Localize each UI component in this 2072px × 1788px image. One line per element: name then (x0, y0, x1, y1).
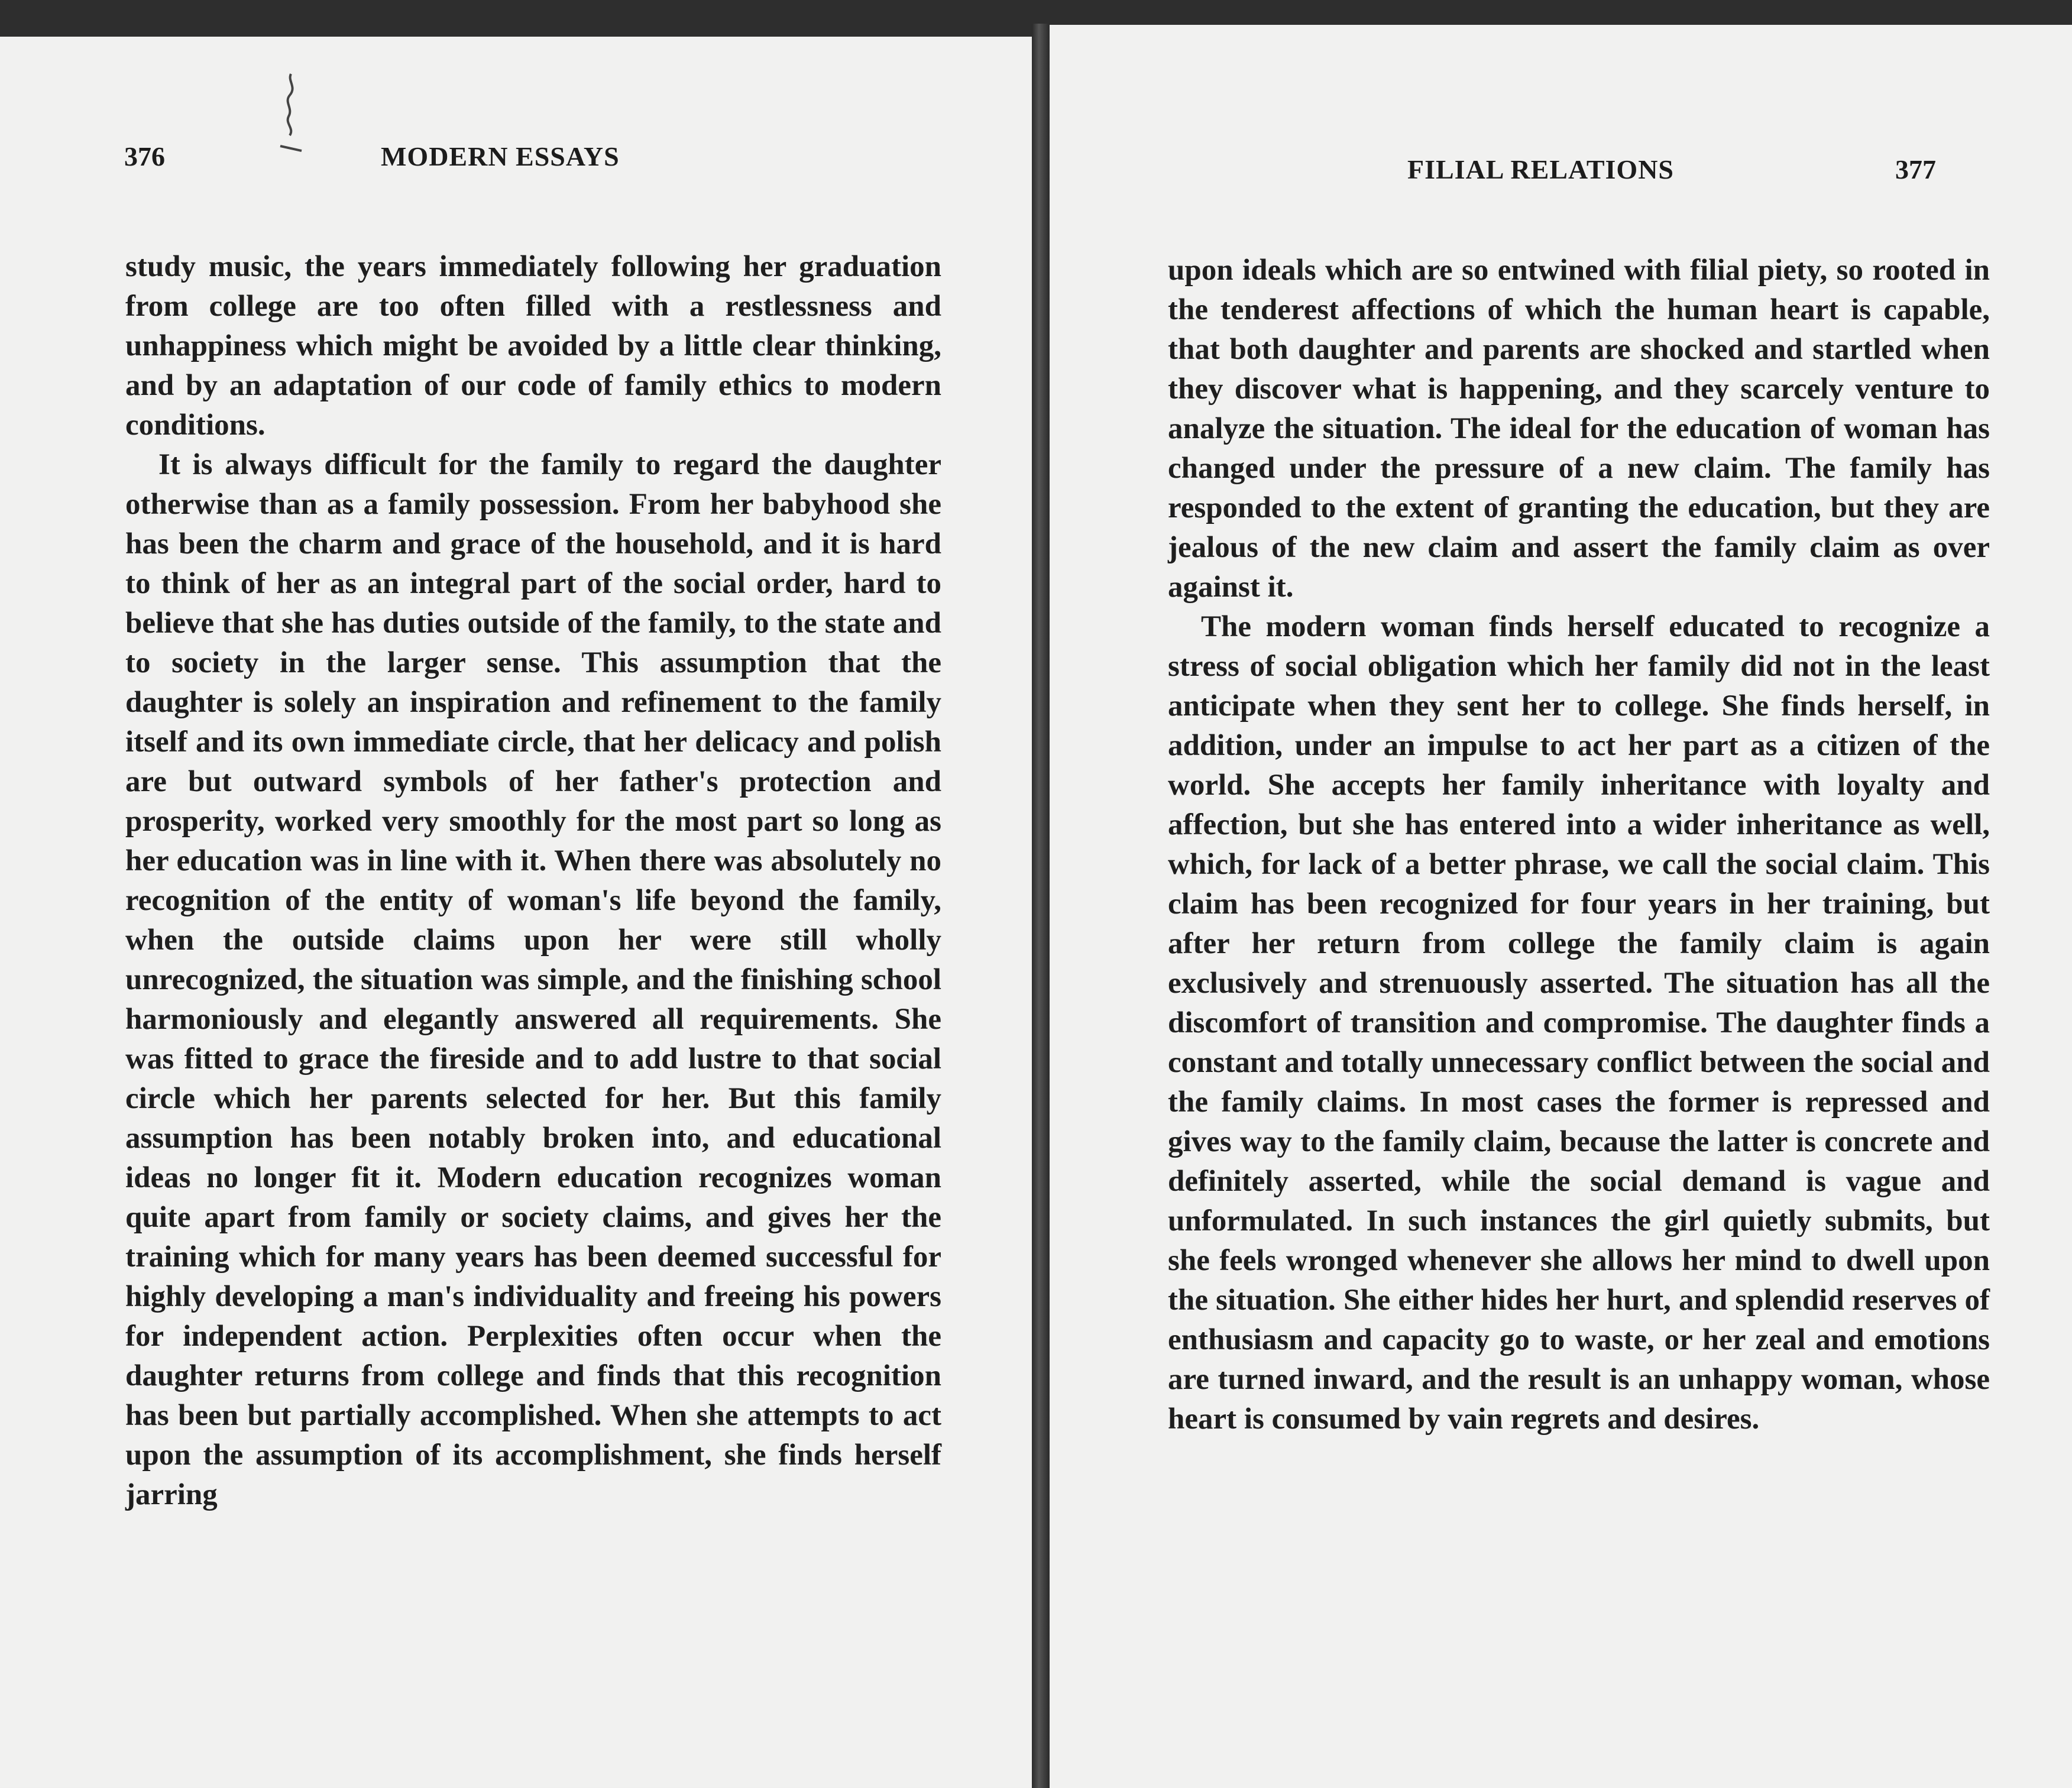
left-page-number: 376 (124, 141, 165, 171)
right-running-head: FILIAL RELATIONS (1407, 154, 1675, 184)
pencil-mark (273, 69, 306, 164)
left-paragraph-1: study music, the years immediately following her graduation from college are too often filled with a restlessness and unhappiness which might be avoided by a little clear thinking, and by an adaptation of our code of family ethics to modern conditions. (125, 250, 941, 442)
book-gutter (1032, 24, 1050, 1788)
left-page-body (125, 247, 941, 1515)
left-running-head: MODERN ESSAYS (381, 141, 620, 171)
right-paragraph-1: upon ideals which are so entwined with filial piety, so rooted in the tenderest affections of which the human heart is capable, that both daughter and parents are shocked and startled when they discover what is happening, and they scarcely venture to analyze the situation. The ideal for the education of woman has changed under the pressure of a new claim. The family has responded to the extent of granting the education, but they are jealous of the new claim and assert the family claim as over against it. (1168, 254, 1990, 604)
right-page-number: 377 (1895, 154, 1936, 184)
left-page (0, 37, 1032, 1788)
right-paragraph-2: The modern woman finds herself educated to recognize a stress of social obligation which her family did not in the least anticipate when they sent her to college. She finds herself, in addition, under an impulse to act her part as a citizen of the world. She accepts her family inheritance with loyalty and affection, but she has entered into a wider inheritance as well, which, for lack of a better phrase, we call the social claim. This claim has been recognized for four years in her training, but after her return from college the family claim is again exclusively and strenuously asserted. The situation has all the discomfort of transition and compromise. The daughter finds a constant and totally unnecessary conflict between the social and the family claims. In most cases the former is repressed and gives way to the family claim, because the latter is concrete and definitely asserted, while the social demand is vague and unformulated. In such instances the girl quietly submits, but she feels wronged whenever she allows her mind to dwell upon the situation. She either hides her hurt, and splendid reserves of enthusiasm and capacity go to waste, or her zeal and emotions are turned inward, and the result is an unhappy woman, whose heart is consumed by vain regrets and desires. (1168, 610, 1990, 1436)
right-page (1050, 25, 2072, 1788)
left-paragraph-2: It is always difficult for the family to regard the daughter otherwise than as a family possession. From her babyhood she has been the charm and grace of the household, and it is hard to think of her as an integral part of the social order, hard to believe that she has duties outside of the family, to the state and to society in the larger sense. This assumption that the daughter is solely an inspiration and refinement to the family itself and its own immediate circle, that her delicacy and polish are but outward symbols of her father's protection and prosperity, worked very smoothly for the most part so long as her education was in line with it. When there was absolutely no recognition of the entity of woman's life beyond the family, when the outside claims upon her were still wholly unrecognized, the situation was simple, and the finishing school harmoniously and elegantly answered all requirements. She was fitted to grace the fireside and to add lustre to that social circle which her parents selected for her. But this family assumption has been notably broken into, and educational ideas no longer fit it. Modern education recognizes woman quite apart from family or society claims, and gives her the training which for many years has been deemed successful for highly developing a man's individuality and freeing his powers for independent action. Perplexities often occur when the daughter returns from college and finds that this recognition has been but partially accomplished. When she attempts to act upon the assumption of its accomplishment, she finds herself jarring (125, 448, 941, 1511)
right-page-body (1168, 251, 1990, 1439)
